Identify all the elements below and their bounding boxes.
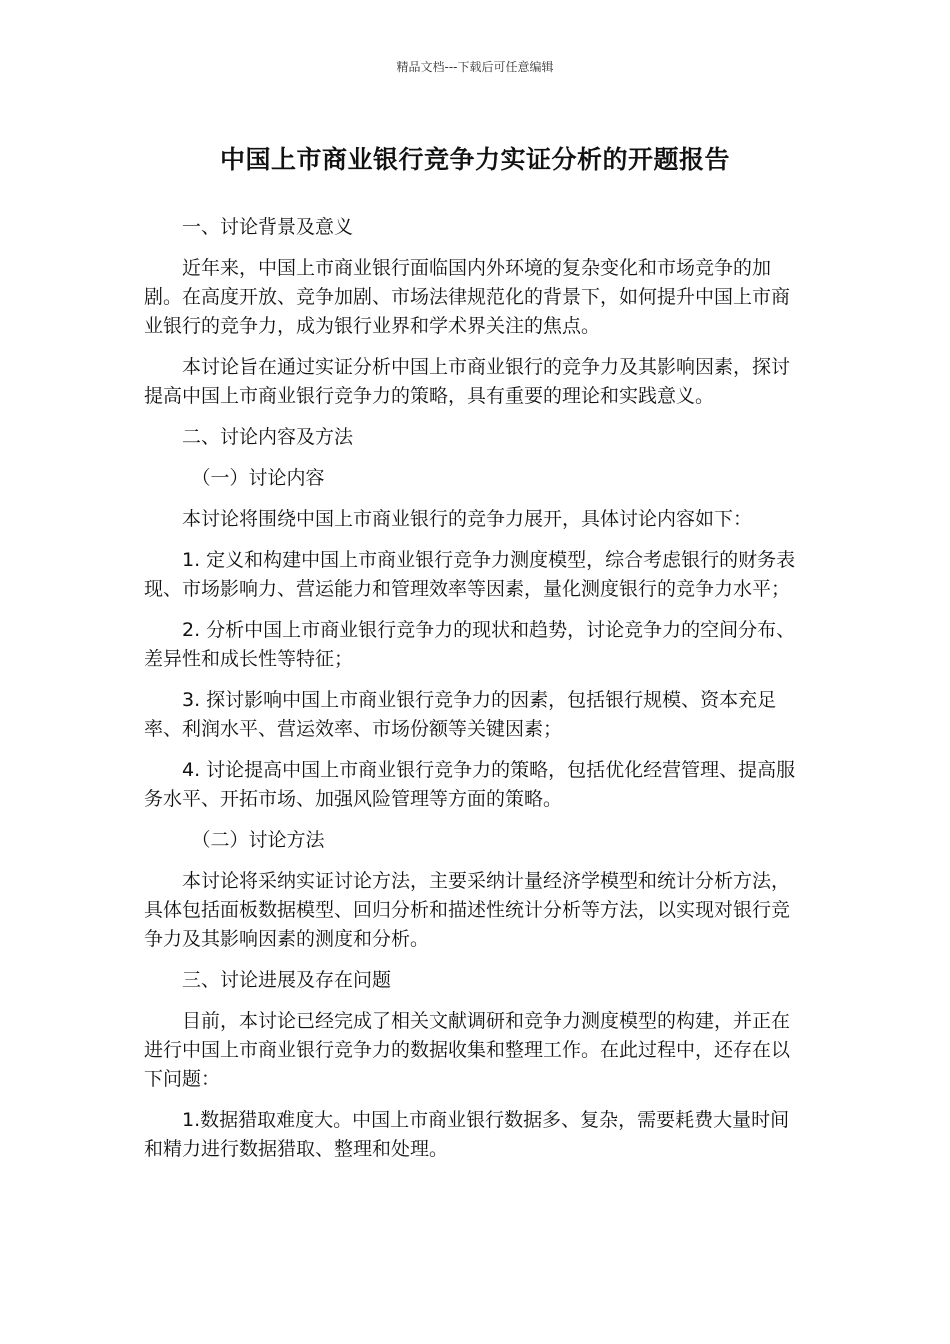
section-heading-progress: 三、讨论进展及存在问题	[182, 969, 392, 991]
subsection-heading-method: （二）讨论方法	[191, 829, 325, 851]
subsection-heading-content: （一）讨论内容	[191, 467, 325, 489]
list-item: 1. 定义和构建中国上市商业银行竞争力测度模型，综合考虑银行的财务表现、市场影响力、营运能力和管理效率等因素，量化测度银行的竞争力水平；	[144, 549, 796, 600]
paragraph: 本讨论旨在通过实证分析中国上市商业银行的竞争力及其影响因素，探讨提高中国上市商业银行竞争力的策略，具有重要的理论和实践意义。	[144, 356, 791, 407]
section-heading-background: 一、讨论背景及意义	[182, 216, 354, 238]
list-item: 4. 讨论提高中国上市商业银行竞争力的策略，包括优化经营管理、提高服务水平、开拓市场、加强风险管理等方面的策略。	[144, 759, 796, 810]
document-body	[144, 213, 800, 1176]
list-item: 1.数据猎取难度大。中国上市商业银行数据多、复杂，需要耗费大量时间和精力进行数据猎取、整理和处理。	[144, 1109, 790, 1160]
paragraph: 目前，本讨论已经完成了相关文献调研和竞争力测度模型的构建，并正在进行中国上市商业银行竞争力的数据收集和整理工作。在此过程中，还存在以下问题：	[144, 1010, 791, 1090]
list-item: 2. 分析中国上市商业银行竞争力的现状和趋势，讨论竞争力的空间分布、差异性和成长性等特征；	[144, 619, 796, 670]
section-heading-content-method: 二、讨论内容及方法	[182, 426, 354, 448]
header-note: 精品文档---下载后可任意编辑	[396, 60, 554, 74]
paragraph: 本讨论将采纳实证讨论方法，主要采纳计量经济学模型和统计分析方法，具体包括面板数据模型、回归分析和描述性统计分析等方法，以实现对银行竞争力及其影响因素的测度和分析。	[144, 870, 791, 950]
document-title: 中国上市商业银行竞争力实证分析的开题报告	[219, 145, 730, 174]
paragraph: 本讨论将围绕中国上市商业银行的竞争力展开，具体讨论内容如下：	[182, 508, 753, 530]
list-item: 3. 探讨影响中国上市商业银行竞争力的因素，包括银行规模、资本充足率、利润水平、营运效率、市场份额等关键因素；	[144, 689, 777, 740]
paragraph: 近年来，中国上市商业银行面临国内外环境的复杂变化和市场竞争的加剧。在高度开放、竞争加剧、市场法律规范化的背景下，如何提升中国上市商业银行的竞争力，成为银行业界和学术界关注的焦点。	[144, 257, 791, 337]
